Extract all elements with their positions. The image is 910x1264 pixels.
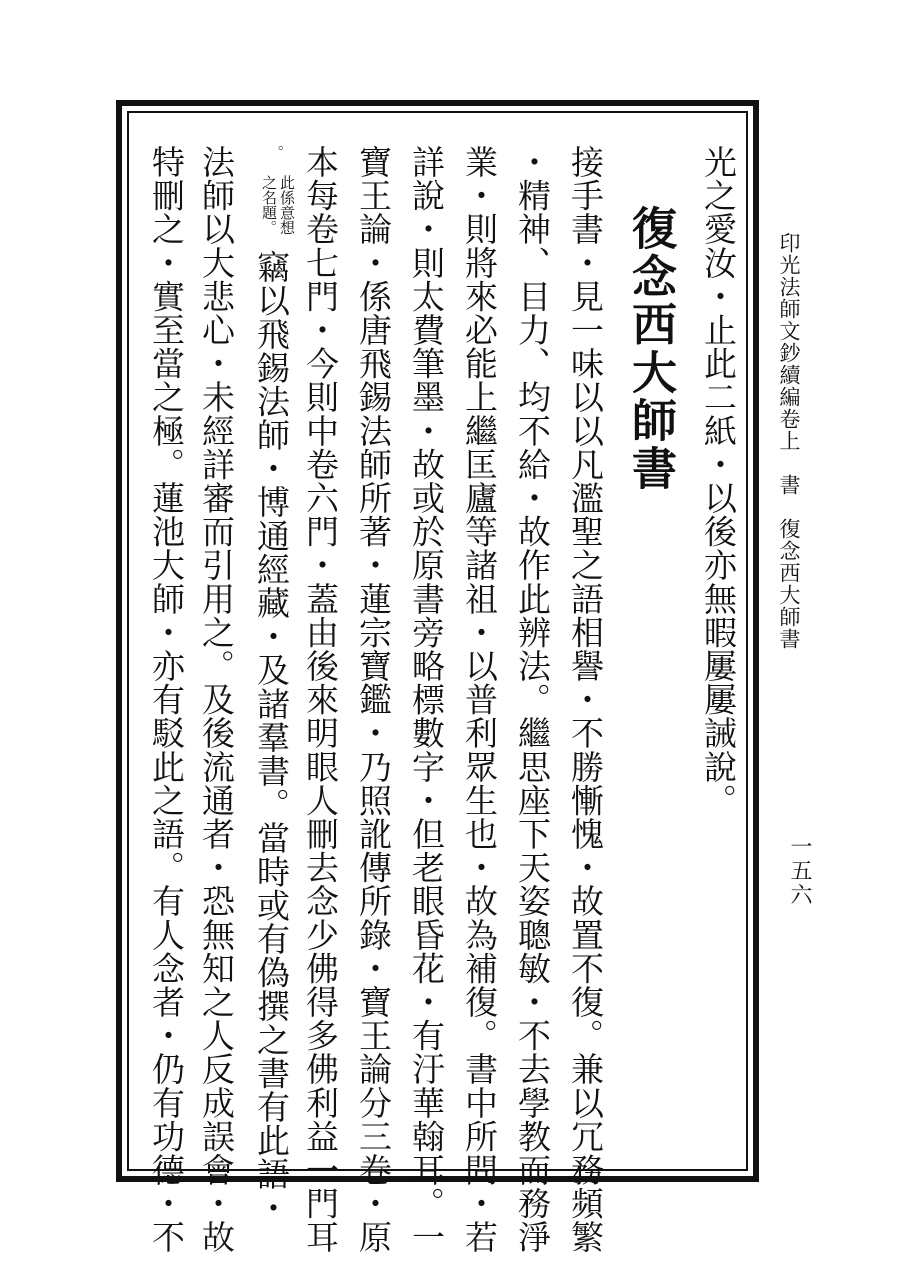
text-column-7: 本每卷七門・今則中卷六門・蓋由後來明眼人刪去念少佛得多佛利益一門耳 (301, 145, 340, 1254)
annotation-line-1: 此係意想 (278, 175, 296, 235)
text-column-4: 業・則將來必能上繼匡廬等諸祖・以普利眾生也・故為補復。書中所問・若 (460, 145, 499, 1254)
text-column-6: 寶王論・係唐飛錫法師所著・蓮宗寶鑑・乃照訛傳所錄・寶王論分三卷・原 (354, 145, 393, 1254)
annotation-line-2: 之名題。 (260, 175, 278, 235)
text-column-9: 法師以大悲心・未經詳審而引用之。及後流通者・恐無知之人反成誤會・故 (197, 145, 236, 1254)
running-head: 印光法師文鈔續編卷上 書 復念西大師書 (777, 232, 801, 650)
page-number: 一五六 (787, 835, 812, 907)
text-column-1: 光之愛汝・止此二紙・以後亦無暇屢屢誡說。 (699, 145, 738, 817)
text-column-5: 詳說・則太費筆墨・故或於原書旁略標數字・但老眼昏花・有汙華翰耳。一 (407, 145, 446, 1254)
note-lead-mark: 。 (267, 145, 285, 161)
text-column-10: 特刪之・實至當之極。蓮池大師・亦有駁此之語。有人念者・仍有功德・不 (147, 145, 186, 1254)
text-column-3: ・精神、目力、均不給・故作此辨法。繼思座下天姿聰敏・不去學教而務淨 (513, 145, 552, 1254)
text-column-2: 接手書・見一味以以凡濫聖之語相譽・不勝慚愧・故置不復。兼以冗務頻繁 (566, 145, 605, 1254)
document-title: 復念西大師書 (624, 205, 677, 493)
text-column-8: 竊以飛錫法師・博通經藏・及諸羣書。當時或有偽撰之書有此語・ (252, 250, 291, 1225)
